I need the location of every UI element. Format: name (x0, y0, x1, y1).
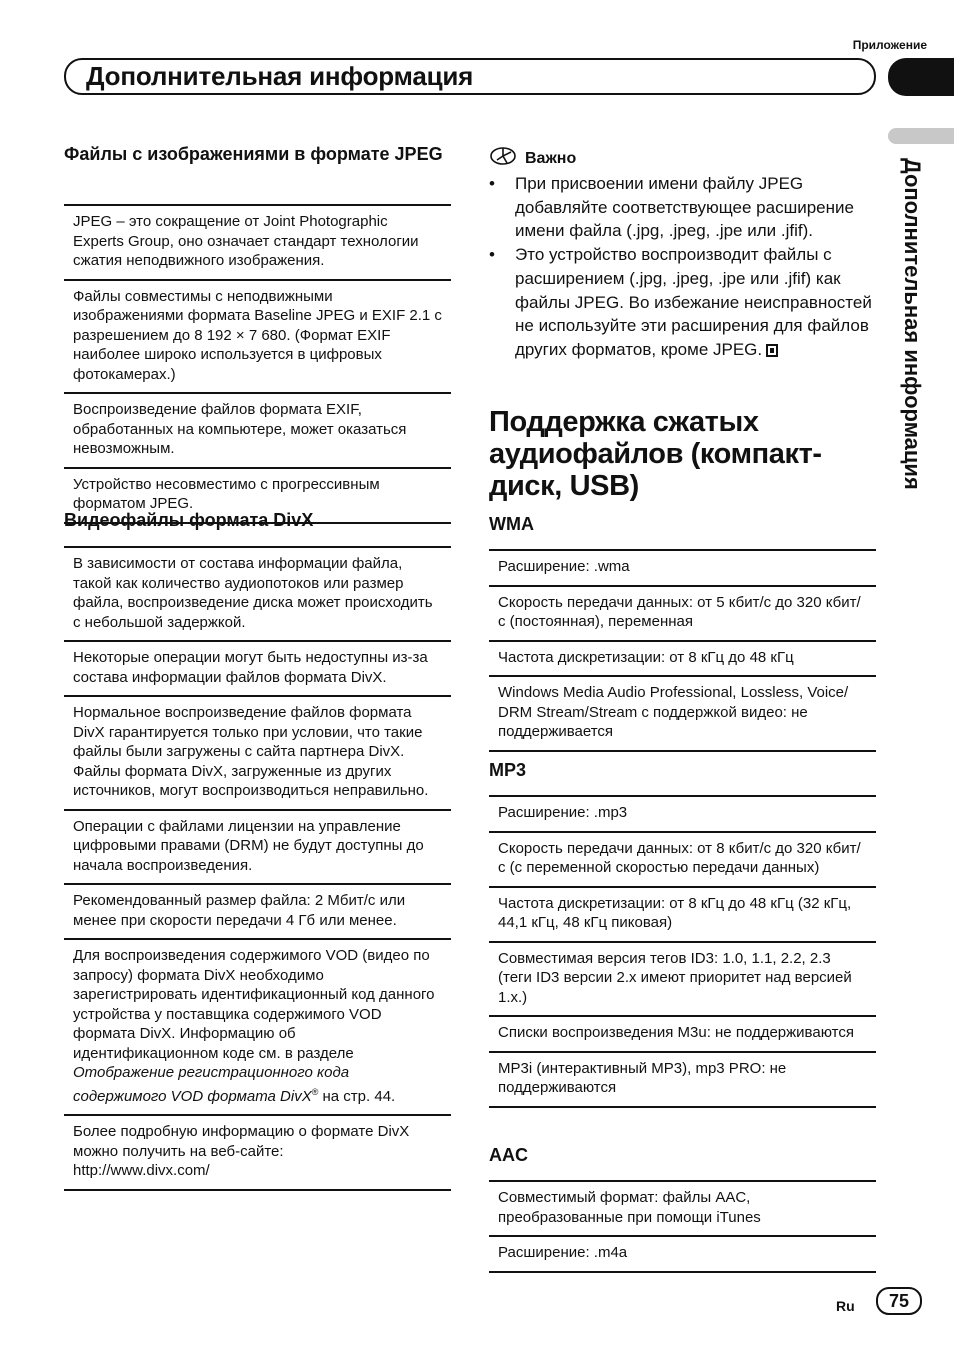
table-row: Устройство несовместимо с прогрессивным форматом JPEG. (64, 467, 451, 522)
divx-heading: Видеофайлы формата DivX (64, 510, 314, 530)
language-code: Ru (836, 1298, 855, 1314)
table-row: Совместимая версия тегов ID3: 1.0, 1.1, 2.2, 2.3 (теги ID3 версии 2.x имеют приоритет над версией 1.x.) (489, 941, 876, 1016)
table-row: Скорость передачи данных: от 8 кбит/с до 320 кбит/с (с переменной скоростью передачи данных) (489, 831, 876, 886)
important-heading (489, 146, 876, 172)
mp3-heading: MP3 (489, 760, 527, 780)
table-row: Воспроизведение файлов формата EXIF, обработанных на компьютере, может оказаться невозможным. (64, 392, 451, 467)
table-row: Рекомендованный размер файла: 2 Мбит/с или менее при скорости передачи 4 Гб или менее. (64, 883, 451, 938)
vod-cross-reference: Отображение регистрационного кода содержимого VOD формата DivX (73, 1064, 350, 1105)
table-row: Частота дискретизации: от 8 кГц до 48 кГц (32 кГц, 44,1 кГц, 48 кГц пиковая) (489, 886, 876, 941)
side-tab (885, 158, 945, 498)
vod-text: Для воспроизведения содержимого VOD (видео по запросу) формата DivX необходимо зарегистрировать идентификационный код данного устройства у поставщика содержимого VOD формата DivX. Информацию об идентификационном коде см. в разделе (73, 947, 435, 1062)
important-list (489, 172, 876, 362)
aac-heading: AAC (489, 1145, 528, 1165)
table-row: Файлы совместимы с неподвижными изображениями формата Baseline JPEG и EXIF 2.1 с разрешением до 8 192 × 7 680. (Формат EXIF наиболее широко используется в цифровых фотокамерах.) (64, 279, 451, 393)
aac-table (489, 1180, 876, 1273)
table-row: Windows Media Audio Professional, Lossless, Voice/ DRM Stream/Stream с поддержкой видео: не поддерживается (489, 675, 876, 750)
list-item: • При присвоении имени файлу JPEG добавляйте соответствующее расширение имени файла (.jpg, .jpeg, .jpe или .jfif). (489, 172, 876, 243)
divx-url: http://www.divx.com/ (73, 1162, 210, 1179)
wma-heading: WMA (489, 514, 534, 534)
table-row: JPEG – это сокращение от Joint Photographic Experts Group, оно означает стандарт технологии сжатия неподвижного изображения. (73, 213, 419, 269)
table-row: Частота дискретизации: от 8 кГц до 48 кГц (489, 640, 876, 676)
table-row: Расширение: .wma (498, 558, 630, 575)
table-row: Нормальное воспроизведение файлов формата DivX гарантируется только при условии, что такие файлы были загружены с сайта партнера DivX. Файлы формата DivX, загруженные из других источников, могут воспроизводиться неправильно. (64, 695, 451, 809)
table-row: В зависимости от состава информации файла, такой как количество аудиопотоков или размер файла, воспроизведение диска может происходить с небольшой задержкой. (73, 555, 433, 631)
table-row-vod (64, 938, 451, 1114)
list-item: • Это устройство воспроизводит файлы с расширением (.jpg, .jpeg, .jpe или .jfif) как файлы JPEG. Во избежание неисправностей не используйте эти расширения для файлов других форматов, кроме JPEG. (489, 243, 876, 362)
side-tab-label: Дополнительная информация (900, 158, 925, 490)
mp3-table (489, 795, 876, 1108)
table-row: Списки воспроизведения M3u: не поддерживаются (489, 1015, 876, 1051)
more-info-text: Более подробную информацию о формате DivX можно получить на веб-сайте: (73, 1123, 410, 1160)
vod-page-ref: на стр. 44. (318, 1087, 396, 1105)
chapter-tab-marker (888, 58, 954, 96)
end-mark-icon (766, 344, 778, 357)
jpeg-table (64, 204, 451, 524)
table-row: Расширение: .m4a (489, 1235, 876, 1271)
table-row: Операции с файлами лицензии на управление цифровыми правами (DRM) не будут доступны до начала воспроизведения. (64, 809, 451, 884)
table-row: Некоторые операции могут быть недоступны из-за состава информации файлов формата DivX. (64, 640, 451, 695)
wma-table (489, 549, 876, 752)
table-row-more-info (64, 1114, 451, 1189)
table-row: Скорость передачи данных: от 5 кбит/с до 320 кбит/с (постоянная), переменная (489, 585, 876, 640)
chapter-tab-grey-marker (888, 128, 954, 144)
table-row: Расширение: .mp3 (498, 804, 628, 821)
important-label: Важно (525, 150, 577, 168)
jpeg-heading: Файлы с изображениями в формате JPEG (64, 144, 443, 164)
registered-mark: ® (311, 1086, 319, 1097)
important-icon (489, 146, 519, 172)
page-number: 75 (876, 1287, 922, 1315)
table-row: MP3i (интерактивный MP3), mp3 PRO: не поддерживаются (489, 1051, 876, 1106)
page-title-bar (64, 58, 876, 95)
table-row: Совместимый формат: файлы AAC, преобразованные при помощи iTunes (498, 1189, 761, 1226)
audio-section-heading: Поддержка сжатых аудиофайлов (компакт-диск, USB) (489, 406, 822, 502)
divx-table (64, 546, 451, 1191)
page-title: Дополнительная информация (86, 61, 474, 91)
section-label: Приложение (852, 38, 927, 52)
